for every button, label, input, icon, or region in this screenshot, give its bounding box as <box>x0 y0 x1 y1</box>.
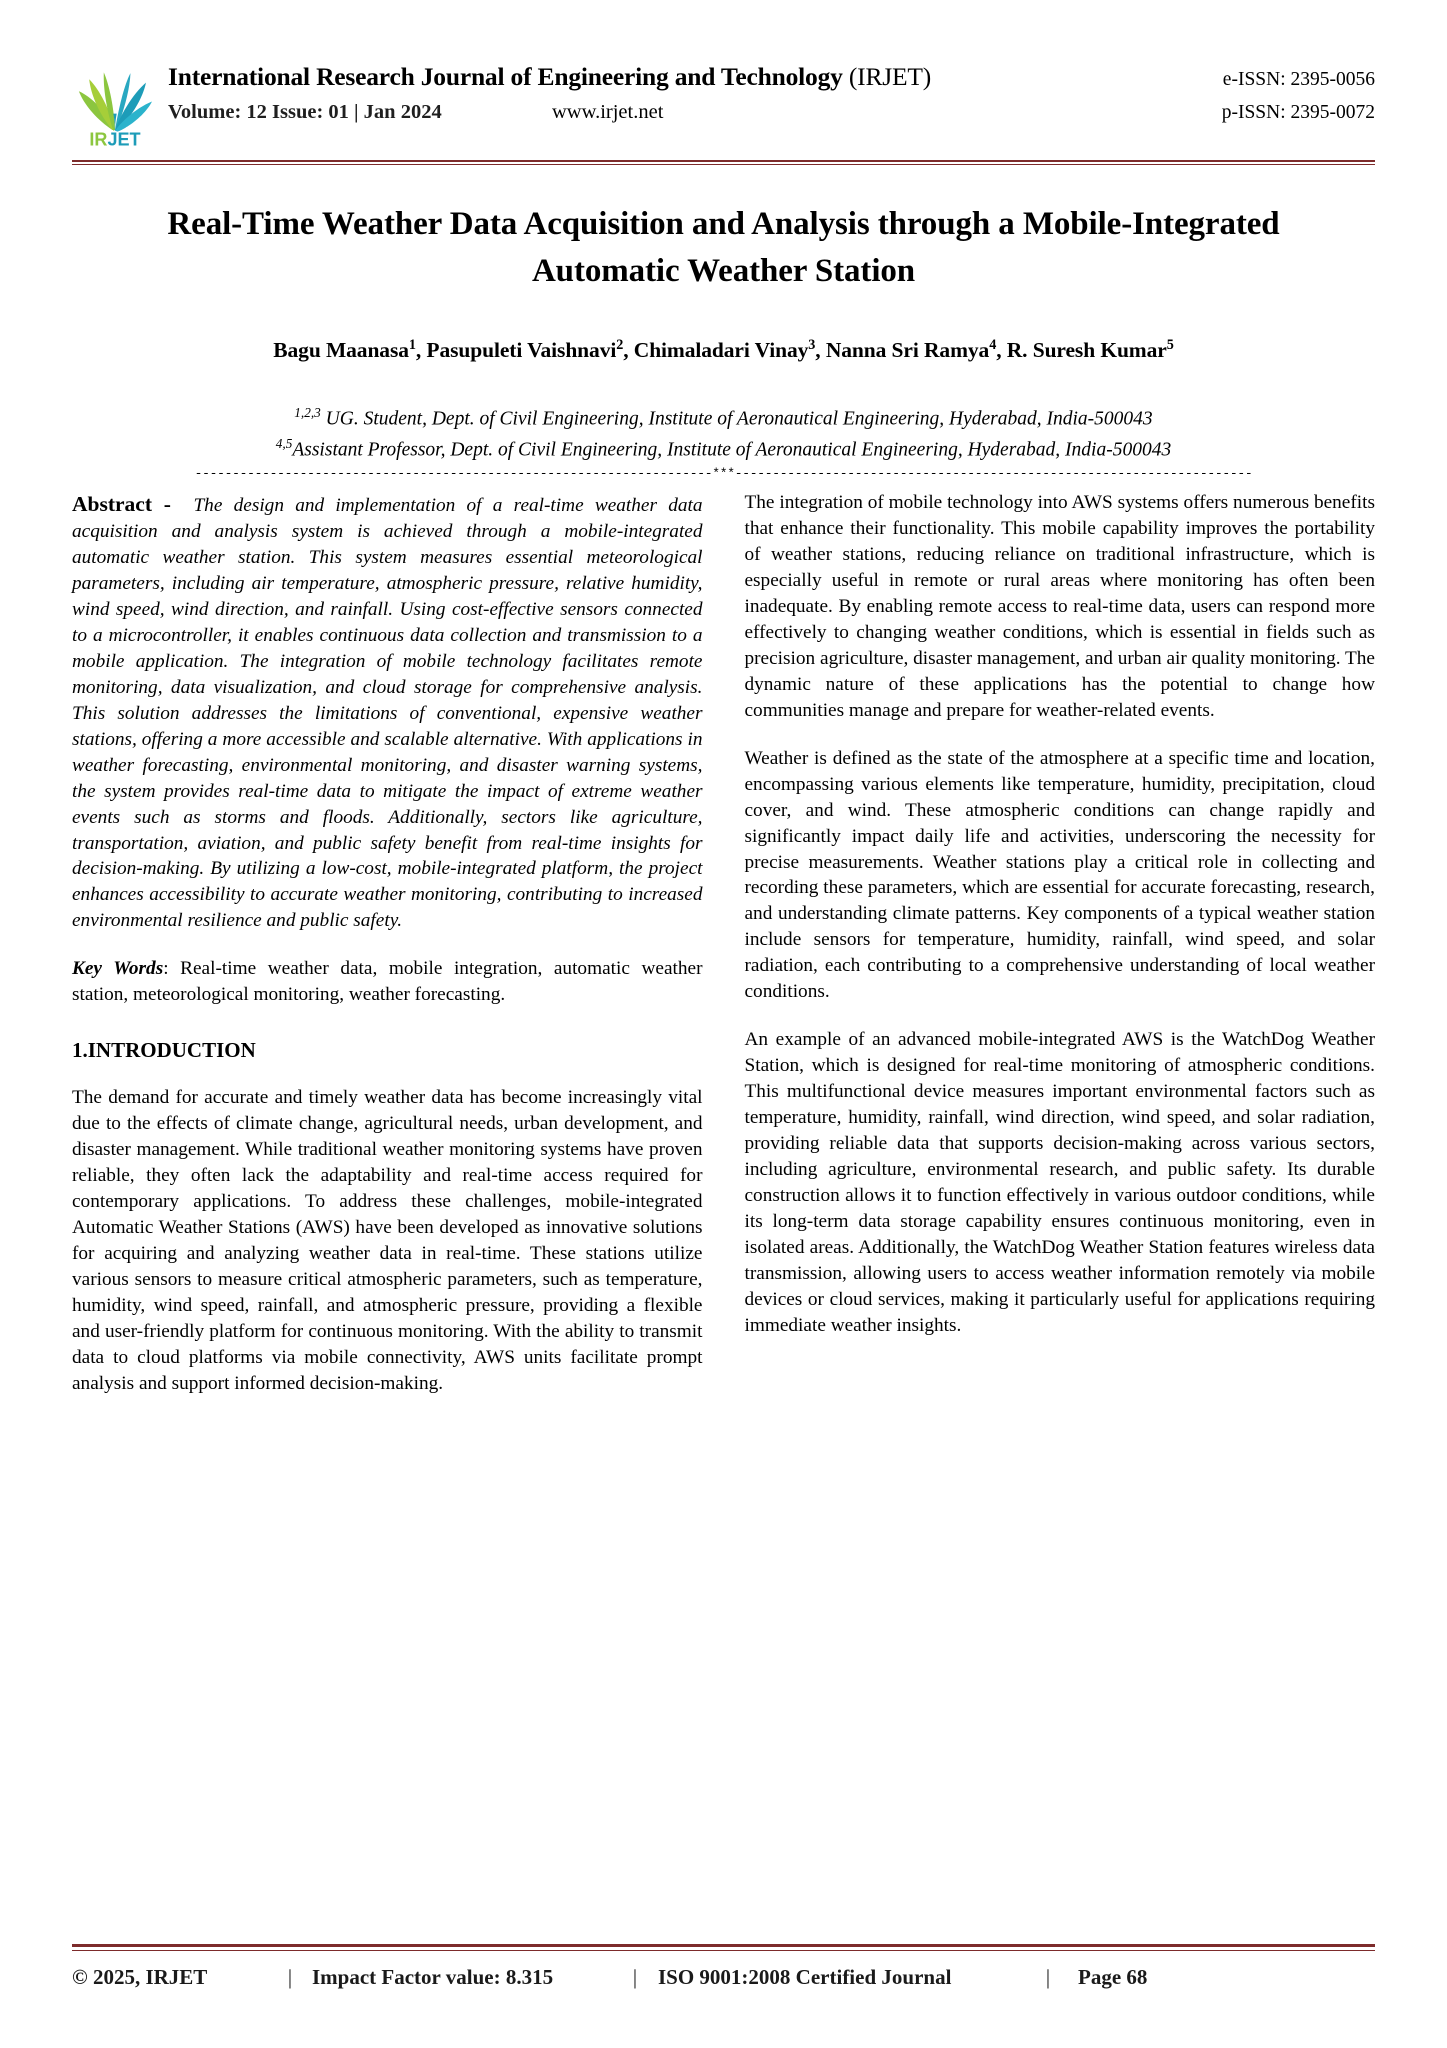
journal-title <box>168 62 931 92</box>
abstract-label: Abstract - <box>72 492 171 517</box>
e-issn: e-ISSN: 2395-0056 <box>1222 69 1375 90</box>
footer-separator-2: | <box>632 1965 638 1989</box>
journal-title-abbrev: (IRJET) <box>842 62 932 91</box>
journal-title-bold: International Research Journal of Engineering and Technology <box>168 62 843 91</box>
footer-line <box>72 1965 1375 1990</box>
keywords-text: Real-time weather data, mobile integration, automatic weather station, meteorological monitoring, weather forecasting. <box>72 958 703 1006</box>
affiliation-2-text: Assistant Professor, Dept. of Civil Engineering, Institute of Aeronautical Engineering, Hyderabad, India-500043 <box>292 439 1172 461</box>
footer-divider-thin <box>72 1950 1375 1951</box>
footer-impact-factor: Impact Factor value: 8.315 <box>312 1965 554 1989</box>
author-list: Bagu Maanasa$^1$, Pasupuleti Vaishnavi$^2$, Chimaladari Vinay$^3$, Nanna Sri Ramya$^4$, R. Suresh Kumar$^5$ <box>273 336 1174 362</box>
header-divider-thin <box>72 164 1375 165</box>
masthead-row-2 <box>168 101 1375 124</box>
affiliation-line-2 <box>72 434 1375 465</box>
section-separator: ---------------------------------------------------------------------***--------------------------------------------------------------------- <box>194 467 1253 481</box>
abstract-paragraph <box>72 490 703 934</box>
volume-issue: Volume: 12 Issue: 01 | Jan 2024 <box>168 101 442 123</box>
right-paragraph-2: Weather is defined as the state of the atmosphere at a specific time and location, encompassing various elements like temperature, humidity, precipitation, cloud cover, and wind. These atmospheric conditions can change rapidly and significantly impact daily life and activities, underscoring the necessity for precise measurements. Weather stations play a critical role in collecting and recording these parameters, which are essential for accurate forecasting, research, and understanding climate patterns. Key components of a typical weather station include sensors for temperature, humidity, rainfall, wind speed, and solar radiation, each contributing to a comprehensive understanding of local weather conditions. <box>744 747 1375 1003</box>
right-paragraph-3: An example of an advanced mobile-integrated AWS is the WatchDog Weather Station, which is designed for real-time monitoring of atmospheric conditions. This multifunctional device measures important environmental factors such as temperature, humidity, rainfall, wind direction, wind speed, and solar radiation, providing reliable data that supports decision-making across various sectors, including agriculture, environmental research, and public safety. Its durable construction allows it to function effectively in various outdoor conditions, while its long-term data storage capability ensures continuous monitoring, even in isolated areas. Additionally, the WatchDog Weather Station features wireless data transmission, allowing users to access weather information remotely via mobile devices or cloud services, making it particularly useful for applications requiring immediate weather insights. <box>744 1029 1375 1336</box>
masthead-row-1 <box>168 62 1375 92</box>
page-content <box>72 56 1375 2008</box>
keywords-colon: : <box>163 958 169 980</box>
abstract-text: The design and implementation of a real-time weather data acquisition and analysis system is achieved through a mobile-integrated automatic weather station. This system measures essential meteorological parameters, including air temperature, atmospheric pressure, relative humidity, wind speed, wind direction, and rainfall. Using cost-effective sensors connected to a microcontroller, it enables continuous data collection and transmission to a mobile application. The integration of mobile technology facilitates remote monitoring, data visualization, and cloud storage for comprehensive analysis. This solution addresses the limitations of conventional, expensive weather stations, offering a more accessible and scalable alternative. With applications in weather forecasting, environmental monitoring, and disaster warning systems, the system provides real-time data to mitigate the impact of extreme weather events such as storms and floods. Additionally, sectors like agriculture, transportation, aviation, and public safety benefit from real-time insights for decision-making. By utilizing a low-cost, mobile-integrated platform, the project enhances accessibility to accurate weather monitoring, contributing to increased environmental resilience and public safety. <box>72 495 703 932</box>
footer-copyright: © 2025, IRJET <box>72 1965 208 1989</box>
footer-page-number: Page 68 <box>1078 1965 1148 1989</box>
affiliation-block <box>72 403 1375 465</box>
svg-text:IRJET: IRJET <box>89 129 141 148</box>
two-column-body <box>72 490 1375 1397</box>
header-divider-thick <box>72 160 1375 162</box>
masthead-text <box>168 56 1375 124</box>
right-paragraph-1: The integration of mobile technology into AWS systems offers numerous benefits that enhance their functionality. This mobile capability improves the portability of weather stations, reducing reliance on traditional infrastructure, which is especially useful in remote or rural areas where monitoring has often been inadequate. By enabling remote access to real-time data, users can respond more effectively to changing weather conditions, which is essential in fields such as precision agriculture, disaster management, and urban air quality monitoring. The dynamic nature of these applications has the potential to change how communities manage and prepare for weather-related events. <box>744 492 1375 721</box>
keywords-label: Key Words <box>72 958 164 980</box>
right-column <box>745 490 1376 1397</box>
keywords-paragraph <box>72 956 703 1008</box>
footer-divider-thick <box>72 1944 1375 1947</box>
affiliation-1-text: UG. Student, Dept. of Civil Engineering, Institute of Aeronautical Engineering, Hyderabad, India-500043 <box>320 408 1153 430</box>
p-issn: p-ISSN: 2395-0072 <box>1221 102 1375 123</box>
affiliation-2-sup: 4,5 <box>275 436 293 451</box>
page-title: Real-Time Weather Data Acquisition and Analysis through a Mobile-Integrated Automatic Weather Station <box>167 206 1280 289</box>
footer-separator-1: | <box>287 1965 293 1989</box>
affiliation-1-sup: 1,2,3 <box>294 404 321 420</box>
journal-website: www.irjet.net <box>552 101 664 123</box>
page-footer <box>72 1944 1375 1990</box>
journal-masthead <box>72 56 1375 154</box>
intro-paragraph-1: The demand for accurate and timely weather data has become increasingly vital due to the effects of climate change, agricultural needs, urban development, and disaster management. While traditional weather monitoring systems have proven reliable, they often lack the adaptability and real-time access required for contemporary applications. To address these challenges, mobile-integrated Automatic Weather Stations (AWS) have been developed as innovative solutions for acquiring and analyzing weather data in real-time. These stations utilize various sensors to measure critical atmospheric parameters, such as temperature, humidity, wind speed, rainfall, and atmospheric pressure, providing a flexible and user-friendly platform for continuous monitoring. With the ability to transmit data to cloud platforms via mobile connectivity, AWS units facilitate prompt analysis and support informed decision-making. <box>72 1087 703 1394</box>
irjet-logo <box>72 62 158 148</box>
footer-certification: ISO 9001:2008 Certified Journal <box>658 1965 952 1989</box>
footer-separator-3: | <box>1045 1965 1051 1989</box>
left-column <box>72 490 703 1397</box>
section-heading-introduction: 1.INTRODUCTION <box>72 1038 256 1063</box>
affiliation-line-1 <box>72 403 1375 434</box>
irjet-logo-icon <box>72 62 158 148</box>
